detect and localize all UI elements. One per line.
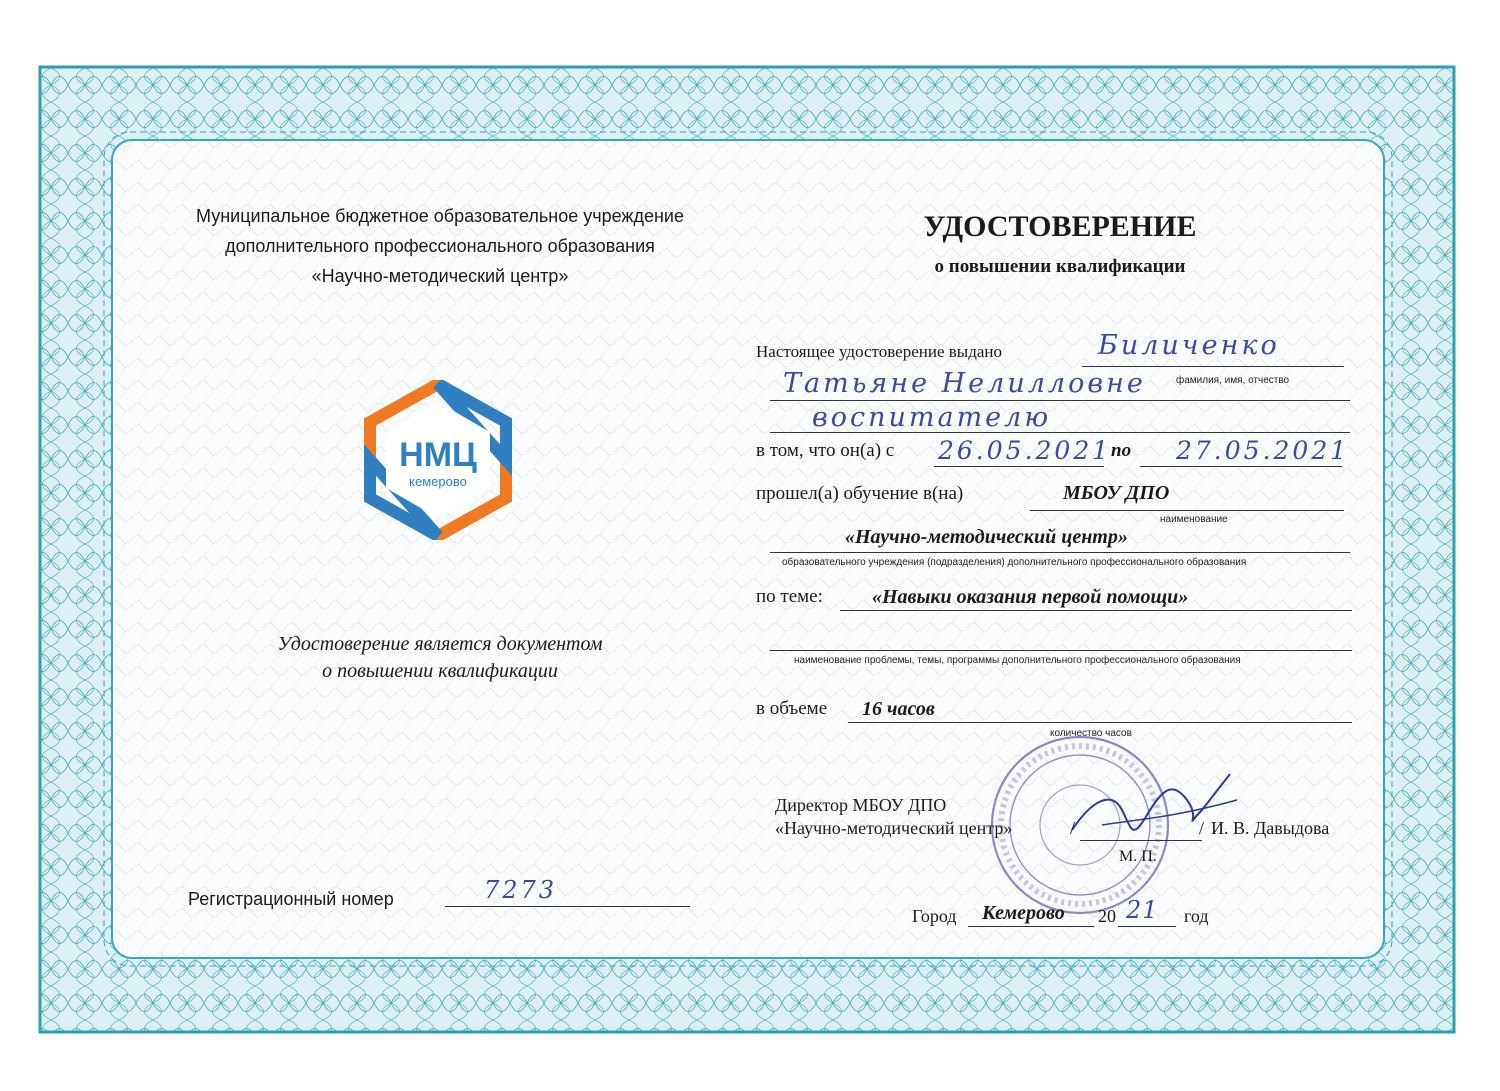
logo-letters: НМЦ bbox=[399, 436, 477, 474]
training-label: прошел(а) обучение в(на) bbox=[756, 483, 964, 504]
training-org-short: МБОУ ДПО bbox=[1063, 482, 1170, 504]
director-name: И. В. Давыдова bbox=[1211, 818, 1330, 838]
city-underline bbox=[968, 926, 1094, 927]
period-prefix: в том, что он(а) с bbox=[756, 440, 895, 461]
volume-underline bbox=[848, 722, 1352, 723]
note-line-1: Удостоверение является документом bbox=[277, 633, 603, 655]
signature-underline bbox=[1080, 840, 1202, 841]
period-to: 27.05.2021 bbox=[1176, 436, 1350, 465]
note-line-2: о повышении квалификации bbox=[322, 660, 558, 682]
signature-slash-right: / bbox=[1199, 818, 1205, 838]
period-to-underline bbox=[1140, 466, 1342, 467]
org-name-caption: наименование bbox=[1160, 514, 1228, 525]
recipient-name: Татьяне Нелилловне bbox=[783, 368, 1146, 399]
surname-underline bbox=[1082, 366, 1344, 367]
director-title-2: «Научно-методический центр» bbox=[775, 818, 1013, 838]
topic-value: «Навыки оказания первой помощи» bbox=[872, 586, 1189, 608]
recipient-surname: Биличенко bbox=[1098, 330, 1280, 361]
volume-caption: количество часов bbox=[1050, 728, 1132, 739]
nmc-logo bbox=[360, 380, 516, 540]
name-underline bbox=[770, 400, 1350, 401]
period-by: по bbox=[1111, 440, 1132, 461]
city-value: Кемерово bbox=[982, 902, 1065, 924]
city-label: Город bbox=[912, 906, 957, 926]
institution-line-1: Муниципальное бюджетное образовательное учреждение bbox=[196, 206, 684, 226]
signature-slash-left: / bbox=[1070, 818, 1076, 838]
org-type-caption: образовательного учреждения (подразделения) дополнительного профессионального образования bbox=[782, 557, 1247, 568]
registration-underline bbox=[445, 906, 690, 907]
institution-line-3: «Научно-методический центр» bbox=[311, 266, 569, 286]
certificate-subtitle: о повышении квалификации bbox=[934, 256, 1186, 277]
org-short-underline bbox=[1030, 510, 1344, 511]
period-from-underline bbox=[934, 466, 1104, 467]
training-org-name: «Научно-методический центр» bbox=[845, 526, 1128, 548]
volume-value: 16 часов bbox=[862, 698, 935, 720]
logo-city: кемерово bbox=[409, 474, 467, 489]
year-prefix: 20 bbox=[1098, 906, 1116, 926]
institution-line-2: дополнительного профессионального образования bbox=[225, 236, 655, 256]
topic-label: по теме: bbox=[756, 586, 823, 607]
seal-place-label: М. П. bbox=[1119, 848, 1157, 865]
topic-caption: наименование проблемы, темы, программы дополнительного профессионального образования bbox=[794, 655, 1241, 666]
year-underline bbox=[1118, 926, 1176, 927]
year-suffix: 21 bbox=[1126, 896, 1159, 924]
recipient-position: воспитателю bbox=[812, 402, 1052, 433]
year-label: год bbox=[1184, 906, 1209, 926]
org-name-underline bbox=[770, 552, 1350, 553]
position-underline bbox=[770, 432, 1350, 433]
director-title-1: Директор МБОУ ДПО bbox=[775, 795, 947, 815]
registration-label: Регистрационный номер bbox=[188, 889, 394, 909]
topic-underline-1 bbox=[840, 610, 1352, 611]
registration-number: 7273 bbox=[484, 876, 558, 904]
volume-label: в объеме bbox=[756, 698, 828, 719]
topic-underline-2 bbox=[770, 650, 1352, 651]
fio-caption: фамилия, имя, отчество bbox=[1176, 375, 1290, 386]
certificate-title: УДОСТОВЕРЕНИЕ bbox=[923, 210, 1197, 243]
period-from: 26.05.2021 bbox=[938, 436, 1112, 465]
issued-label: Настоящее удостоверение выдано bbox=[756, 342, 1003, 361]
